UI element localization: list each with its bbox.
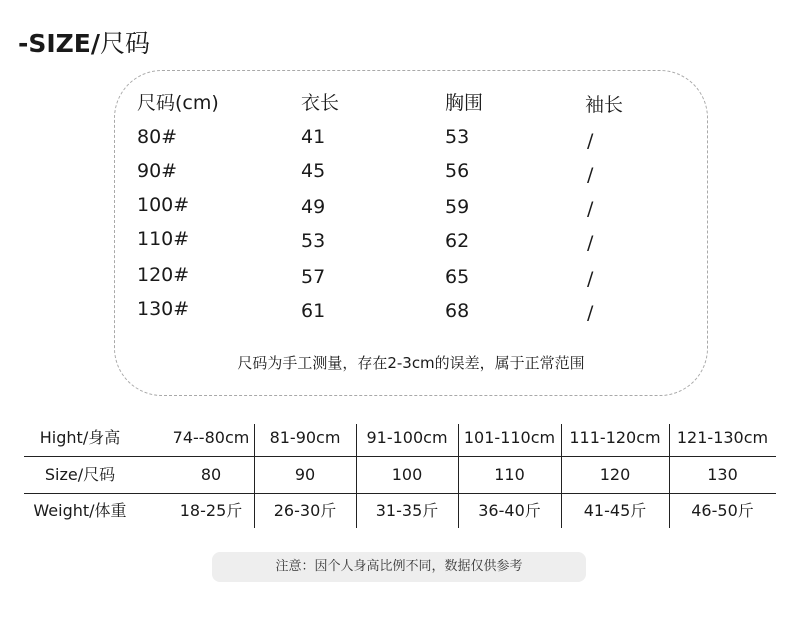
table-cell: 81-90cm [269,428,341,447]
panel-cell-chest: 53 [445,126,470,148]
size-measurement-panel [114,70,708,396]
title-cn: 尺码 [100,29,151,58]
table-cell: 111-120cm [569,428,661,447]
panel-cell-chest: 56 [445,160,470,182]
table-cell: 26-30斤 [273,501,337,520]
panel-cell-size: 120# [137,264,190,286]
table-cell: 91-100cm [366,428,448,447]
table-cell: 130 [707,465,738,484]
panel-cell-sleeve: / [587,130,594,152]
panel-cell-size: 130# [137,298,190,320]
panel-cell-sleeve: / [587,164,594,186]
table-cell: 31-35斤 [375,501,439,520]
panel-cell-size: 80# [137,126,178,148]
panel-cell-chest: 59 [445,196,470,218]
panel-header-chest: 胸围 [445,92,484,114]
table-row-weight [24,493,776,529]
table-cell: 46-50斤 [691,501,754,520]
table-cell: 90 [294,465,316,484]
panel-cell-length: 61 [301,300,326,322]
table-cell: 120 [599,465,631,484]
table-row-size [24,457,776,493]
panel-cell-size: 90# [137,160,178,182]
panel-header-sleeve: 袖长 [585,94,624,116]
size-table [24,420,776,530]
panel-cell-sleeve: / [587,232,594,254]
table-cell: 100 [391,465,423,484]
panel-cell-size: 100# [137,194,190,216]
page-title [18,28,150,60]
panel-cell-length: 41 [301,126,326,148]
table-cell: 18-25斤 [179,501,243,520]
panel-cell-size: 110# [137,228,190,250]
table-cell: 80 [200,465,222,484]
table-cell: 36-40斤 [478,501,541,520]
panel-cell-length: 49 [301,196,326,218]
table-cell: 110 [494,465,525,484]
panel-cell-chest: 68 [445,300,470,322]
panel-header-size: 尺码(cm) [137,92,219,114]
panel-cell-length: 57 [301,266,326,288]
table-cell: 101-110cm [463,428,556,447]
table-row-height [24,420,776,456]
panel-header-length: 衣长 [301,92,340,114]
panel-cell-length: 53 [301,230,326,252]
panel-cell-sleeve: / [587,198,594,220]
panel-cell-length: 45 [301,160,326,182]
title-en: -SIZE/ [18,29,101,58]
panel-cell-sleeve: / [587,302,594,324]
row-label: Weight/体重 [33,501,127,520]
row-label: Hight/身高 [39,428,121,447]
panel-cell-chest: 65 [445,266,470,288]
row-label: Size/尺码 [44,465,116,484]
panel-cell-chest: 62 [445,230,470,252]
table-cell: 41-45斤 [583,501,647,520]
table-cell: 121-130cm [676,428,769,447]
table-cell: 74--80cm [172,428,250,447]
disclaimer-banner: 注意：因个人身高比例不同，数据仅供参考 [212,552,586,582]
measurement-note: 尺码为手工测量，存在2-3cm的误差，属于正常范围 [237,354,585,372]
panel-cell-sleeve: / [587,268,594,290]
